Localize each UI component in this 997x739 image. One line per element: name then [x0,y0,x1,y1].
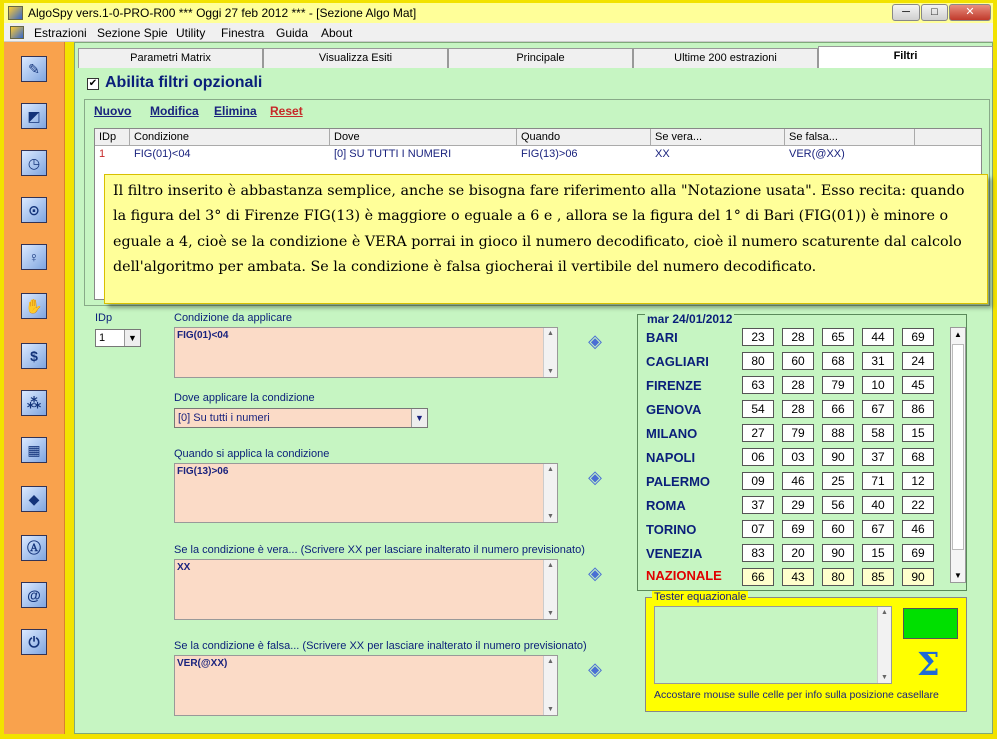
explanation-note: Il filtro inserito è abbastanza semplice, anche se bisogna fare riferimento alla "Notazione usata". Esso recita: quando la figura del 3° di Firenze FIG(13) è maggiore o eguale a 6 e , allora se la figura del 1° di Bari (FIG(01)) è minore o eguale a 4, cioè se la condizione è VERA porrai in gioco il numero decodificato, cioè il numero scaturente dal calcolo dell'algoritmo per ambata. Se la condizione è falsa giocherai il vertibile del numero decodificato. [104,174,988,304]
eraser-icon[interactable]: ◩ [21,103,47,129]
draw-number[interactable]: 07 [742,520,774,538]
wheel-name: ROMA [646,498,686,513]
falsa-value: VER(@XX) [177,658,228,669]
col-se-vera[interactable]: Se vera... [651,129,785,146]
draw-number[interactable]: 83 [742,544,774,562]
draw-number[interactable]: 80 [822,568,854,586]
app-icon [8,6,23,20]
draw-number[interactable]: 44 [862,328,894,346]
letter-a-icon[interactable]: Ⓐ [21,535,47,561]
draw-number[interactable]: 69 [782,520,814,538]
draw-scrollbar[interactable] [950,327,966,583]
binoculars-icon[interactable]: ⊙ [21,197,47,223]
title-bar [4,3,993,23]
cell-quando: FIG(13)>06 [521,148,578,160]
draw-number[interactable]: 46 [902,520,934,538]
network-icon[interactable]: ⁂ [21,390,47,416]
vera-textarea[interactable] [174,559,558,620]
draw-number[interactable]: 23 [742,328,774,346]
col-condizione[interactable]: Condizione [130,129,330,146]
draw-number[interactable]: 66 [742,568,774,586]
tab-parametri-matrix[interactable]: Parametri Matrix [78,48,263,68]
left-toolbar [4,42,65,734]
col-quando[interactable]: Quando [517,129,651,146]
new-button[interactable]: Nuovo [94,104,132,118]
draw-number[interactable]: 68 [822,352,854,370]
draw-number[interactable]: 65 [822,328,854,346]
menu-sezione-spie[interactable]: Sezione Spie [97,26,168,40]
lottery-icon[interactable]: ✋ [21,293,47,319]
dollar-icon[interactable]: $ [21,343,47,369]
address-book-icon[interactable]: @ [21,582,47,608]
diamond-icon[interactable]: ◈ [588,563,602,583]
wheel-name: GENOVA [646,402,702,417]
draw-number[interactable]: 67 [862,400,894,418]
draw-number[interactable]: 46 [782,472,814,490]
wheel-name: CAGLIARI [646,354,709,369]
quando-textarea[interactable] [174,463,558,523]
wheel-name: VENEZIA [646,546,703,561]
wheel-name: FIRENZE [646,378,702,393]
draw-number[interactable]: 88 [822,424,854,442]
wheel-name: NAPOLI [646,450,696,465]
draw-number[interactable]: 28 [782,376,814,394]
draw-number[interactable]: 69 [902,328,934,346]
cond-label: Condizione da applicare [174,312,293,324]
dove-label: Dove applicare la condizione [174,392,315,404]
tester-textarea[interactable] [654,606,892,684]
tester-hint: Accostare mouse sulle celle per info sulla posizione casellare [654,689,939,701]
cell-se-falsa: VER(@XX) [789,148,845,160]
idp-label: IDp [95,312,113,324]
wheel-name: PALERMO [646,474,711,489]
lightbulb-icon[interactable]: ♀ [21,244,47,270]
draw-number[interactable]: 45 [902,376,934,394]
menu-about[interactable]: About [321,26,353,40]
falsa-textarea[interactable] [174,655,558,716]
draw-number[interactable]: 90 [822,448,854,466]
scrollbar[interactable]: ▲ ▼ [543,464,557,522]
drop-icon[interactable]: ◆ [21,486,47,512]
draw-number[interactable]: 66 [822,400,854,418]
draw-number[interactable]: 20 [782,544,814,562]
diamond-icon[interactable]: ◈ [588,331,602,351]
draw-number[interactable]: 28 [782,328,814,346]
diamond-icon[interactable]: ◈ [588,659,602,679]
delete-button[interactable]: Elimina [214,104,257,118]
draw-number[interactable]: 24 [902,352,934,370]
document-icon[interactable] [10,26,24,39]
quando-label: Quando si applica la condizione [174,448,330,460]
draw-number[interactable]: 86 [902,400,934,418]
menu-guida[interactable]: Guida [276,26,309,40]
menu-bar [4,23,993,42]
menu-utility[interactable]: Utility [176,26,206,40]
draw-number[interactable]: 22 [902,496,934,514]
draw-number[interactable]: 15 [862,544,894,562]
draw-number[interactable]: 37 [742,496,774,514]
draw-number[interactable]: 79 [782,424,814,442]
maximize-button[interactable]: □ [921,4,948,21]
draw-number[interactable]: 15 [902,424,934,442]
tab-filtri[interactable]: Filtri [818,46,993,68]
wheel-name: NAZIONALE [646,568,722,583]
clock-icon[interactable]: ◷ [21,150,47,176]
power-icon[interactable]: ⏻ [21,629,47,655]
draw-date: mar 24/01/2012 [647,312,733,326]
cell-idp: 1 [99,148,106,160]
enable-filters-label: Abilita filtri opzionali [105,74,263,91]
quando-value: FIG(13)>06 [177,466,229,477]
draw-number[interactable]: 27 [742,424,774,442]
tester-legend: Tester equazionale [654,591,747,603]
draw-number[interactable]: 06 [742,448,774,466]
cond-textarea[interactable] [174,327,558,378]
draw-number[interactable]: 10 [862,376,894,394]
calendar-icon[interactable]: ▦ [21,437,47,463]
menu-estrazioni[interactable]: Estrazioni [34,26,87,40]
draw-number[interactable]: 56 [822,496,854,514]
draw-number[interactable]: 40 [862,496,894,514]
grid-header [95,129,981,146]
cond-value: FIG(01)<04 [177,330,229,341]
draw-number[interactable]: 25 [822,472,854,490]
draw-number[interactable]: 43 [782,568,814,586]
idp-select[interactable] [95,329,141,347]
tab-principale[interactable]: Principale [448,48,633,68]
draw-number[interactable]: 79 [822,376,854,394]
draw-number[interactable]: 71 [862,472,894,490]
draw-number[interactable]: 85 [862,568,894,586]
dove-select[interactable] [174,408,428,428]
draw-number[interactable]: 60 [782,352,814,370]
falsa-label: Se la condizione è falsa... (Scrivere XX per lasciare inalterato il numero previsionato) [174,640,587,652]
wheel-name: TORINO [646,522,697,537]
sigma-icon[interactable]: Σ [917,645,940,683]
scroll-up-icon[interactable]: ▲ [954,330,962,339]
draw-number[interactable]: 69 [902,544,934,562]
draw-number[interactable]: 29 [782,496,814,514]
scrollbar[interactable]: ▲ ▼ [543,560,557,619]
draw-number[interactable]: 31 [862,352,894,370]
tester-result-indicator [903,608,958,639]
cell-condizione: FIG(01)<04 [134,148,191,160]
draw-number[interactable]: 12 [902,472,934,490]
draw-number[interactable]: 68 [902,448,934,466]
edit-button[interactable]: Modifica [150,104,199,118]
draw-number[interactable]: 03 [782,448,814,466]
draw-number[interactable]: 80 [742,352,774,370]
minimize-button[interactable]: ─ [892,4,920,21]
tab-ultime-200[interactable]: Ultime 200 estrazioni [633,48,818,68]
idp-value: 1 [99,332,106,344]
cell-dove: [0] SU TUTTI I NUMERI [334,148,452,160]
scrollbar[interactable]: ▲ ▼ [543,328,557,377]
draw-number[interactable]: 63 [742,376,774,394]
dove-value: [0] Su tutti i numeri [178,412,270,424]
reset-button[interactable]: Reset [270,104,303,118]
draw-number[interactable]: 09 [742,472,774,490]
menu-finestra[interactable]: Finestra [221,26,265,40]
tab-bar [78,48,993,68]
col-se-falsa[interactable]: Se falsa... [785,129,915,146]
draw-number[interactable]: 67 [862,520,894,538]
draw-number[interactable]: 60 [822,520,854,538]
tab-visualizza-esiti[interactable]: Visualizza Esiti [263,48,448,68]
wheel-name: MILANO [646,426,698,441]
draw-number[interactable]: 28 [782,400,814,418]
col-dove[interactable]: Dove [330,129,517,146]
draw-number[interactable]: 54 [742,400,774,418]
vera-label: Se la condizione è vera... (Scrivere XX per lasciare inalterato il numero previsionato) [174,544,585,556]
draw-number[interactable]: 37 [862,448,894,466]
vera-value: XX [177,562,191,573]
col-idp[interactable]: IDp [95,129,130,146]
chevron-down-icon[interactable]: ▼ [124,330,140,346]
diamond-icon[interactable]: ◈ [588,467,602,487]
wheel-name: BARI [646,330,678,345]
scrollbar[interactable]: ▲ ▼ [877,607,891,683]
draw-number[interactable]: 58 [862,424,894,442]
close-button[interactable]: ✕ [949,4,991,21]
cell-se-vera: XX [655,148,670,160]
chevron-down-icon[interactable]: ▼ [411,409,427,427]
enable-filters-checkbox[interactable]: ✔ [88,78,98,89]
scroll-down-icon[interactable]: ▼ [954,571,962,580]
pencil-icon[interactable]: ✎ [21,56,47,82]
window-title: AlgoSpy vers.1-0-PRO-R00 *** Oggi 27 feb 2012 *** - [Sezione Algo Mat] [28,6,417,20]
draw-number[interactable]: 90 [822,544,854,562]
scroll-thumb[interactable] [952,344,964,550]
scrollbar[interactable]: ▲ ▼ [543,656,557,715]
draw-number[interactable]: 90 [902,568,934,586]
